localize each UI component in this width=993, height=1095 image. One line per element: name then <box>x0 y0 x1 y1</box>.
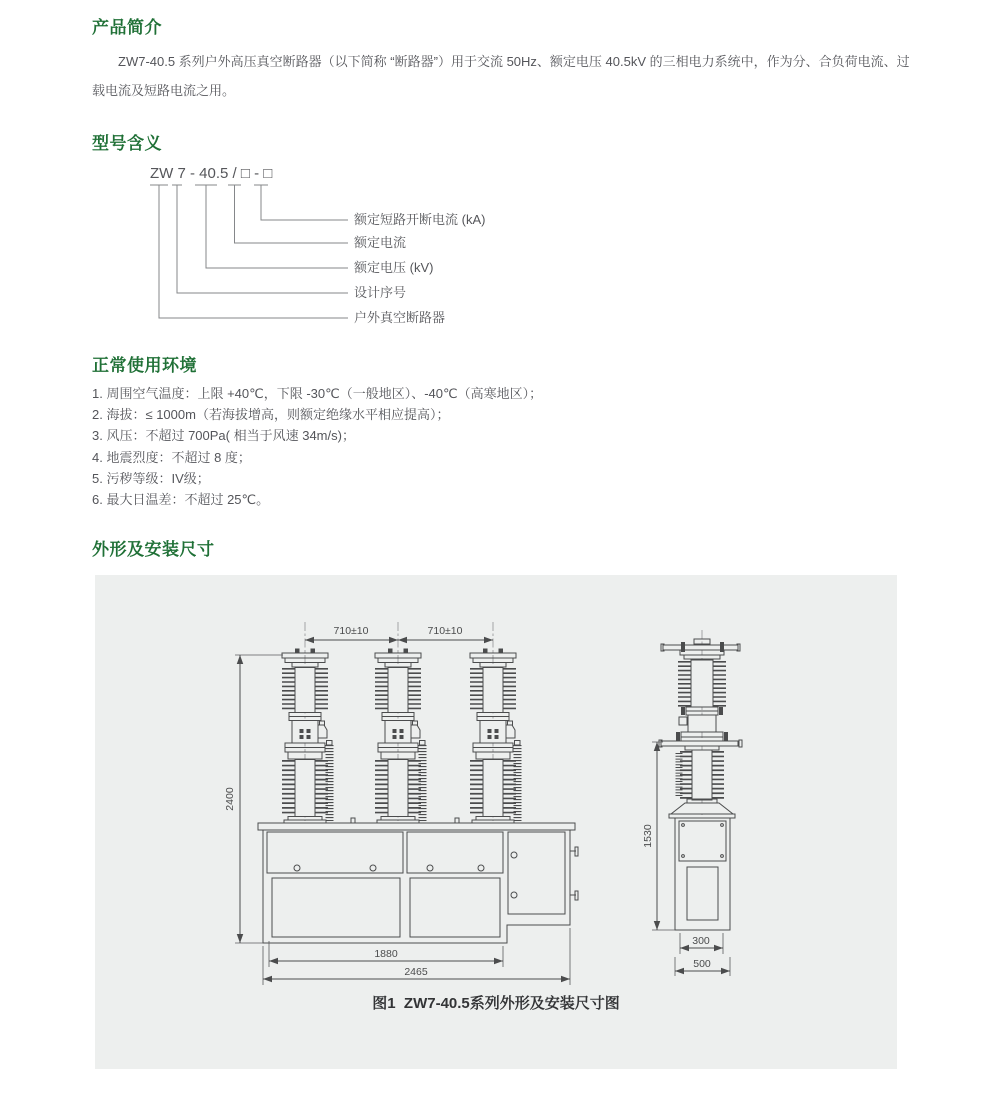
outline-drawing-panel <box>95 575 897 1069</box>
outline-heading: 外形及安装尺寸 <box>92 540 215 559</box>
model-connector-5 <box>159 185 348 318</box>
dim-side-inner: 300 <box>692 935 710 947</box>
cabinet-handle-bottom <box>575 891 578 900</box>
cabinet-lower-middle-panel <box>410 878 500 937</box>
cabinet-handle-top <box>575 847 578 856</box>
side-base-flare <box>671 803 733 814</box>
cabinet-outline <box>263 830 570 943</box>
environment-item: 5. 污秽等级：IV级； <box>92 470 210 486</box>
side-top-terminal <box>663 645 738 650</box>
front-pole-right <box>470 649 520 824</box>
model-label-breaking-current: 额定短路开断电流 (kA) <box>354 212 486 227</box>
model-connector-3 <box>206 185 348 268</box>
environment-item: 3. 风压：不超过 700Pa( 相当于风速 34m/s)； <box>92 428 355 444</box>
model-heading: 型号含义 <box>92 134 162 153</box>
cabinet-right-panel <box>508 832 565 914</box>
side-mechanism <box>688 715 716 732</box>
environment-list <box>92 383 910 510</box>
side-lower-terminal <box>661 741 738 746</box>
dim-total-width: 2465 <box>404 966 428 978</box>
environment-heading: 正常使用环境 <box>92 356 197 375</box>
front-pole-middle <box>375 649 425 824</box>
cabinet-upper-left-panel <box>267 832 403 873</box>
model-designation-diagram <box>92 161 522 341</box>
figure-caption: 图1 ZW7-40.5系列外形及安装尺寸图 <box>372 995 620 1012</box>
intro-heading: 产品简介 <box>92 18 162 37</box>
front-pole-left <box>282 649 332 824</box>
environment-item: 1. 周围空气温度：上限 +40℃，下限 -30℃（一般地区）、-40℃（高寒地区）； <box>92 386 543 401</box>
model-label-rated-voltage: 额定电压 (kV) <box>354 260 434 275</box>
lid-pin-right <box>455 818 459 823</box>
dim-pitch-left: 710±10 <box>333 625 369 637</box>
model-label-design-number: 设计序号 <box>354 285 407 300</box>
cabinet-handle-stems <box>570 851 576 895</box>
intro-paragraph: ZW7-40.5 系列户外高压真空断路器（以下简称 “断路器”）用于交流 50Hz、额定电压 40.5kV 的三相电力系统中，作为分、合负荷电流、过载电流及短路电流之用。 <box>92 54 910 98</box>
cabinet-lower-left-panel <box>272 878 400 937</box>
cabinet-upper-middle-panel <box>407 832 503 873</box>
model-code-text: ZW 7 - 40.5 / □ - □ <box>150 165 273 182</box>
environment-item: 4. 地震烈度：不超过 8 度； <box>92 449 251 465</box>
side-view <box>642 630 742 976</box>
cabinet-lid <box>258 823 575 830</box>
dim-side-outer: 500 <box>693 958 711 970</box>
lid-pin-left <box>351 818 355 823</box>
side-cabinet <box>675 818 730 930</box>
outline-drawing <box>95 575 897 1069</box>
model-label-rated-current: 额定电流 <box>354 235 407 250</box>
dim-front-height: 2400 <box>224 787 236 811</box>
model-connector-1 <box>261 185 348 220</box>
environment-item: 6. 最大日温差：不超过 25℃。 <box>92 492 270 508</box>
dim-mount-width: 1880 <box>374 948 398 960</box>
model-connector-2 <box>235 185 349 243</box>
environment-item: 2. 海拔：≤ 1000m（若海拔增高，则额定绝缘水平相应提高）； <box>92 407 450 423</box>
side-cabinet-panel <box>679 821 726 861</box>
front-view <box>224 622 578 985</box>
side-cabinet-inner-panel <box>687 867 718 920</box>
model-label-outdoor-breaker: 户外真空断路器 <box>354 310 446 325</box>
dim-side-height: 1530 <box>642 824 654 848</box>
dim-pitch-right: 710±10 <box>427 625 463 637</box>
model-connector-4 <box>177 185 348 293</box>
